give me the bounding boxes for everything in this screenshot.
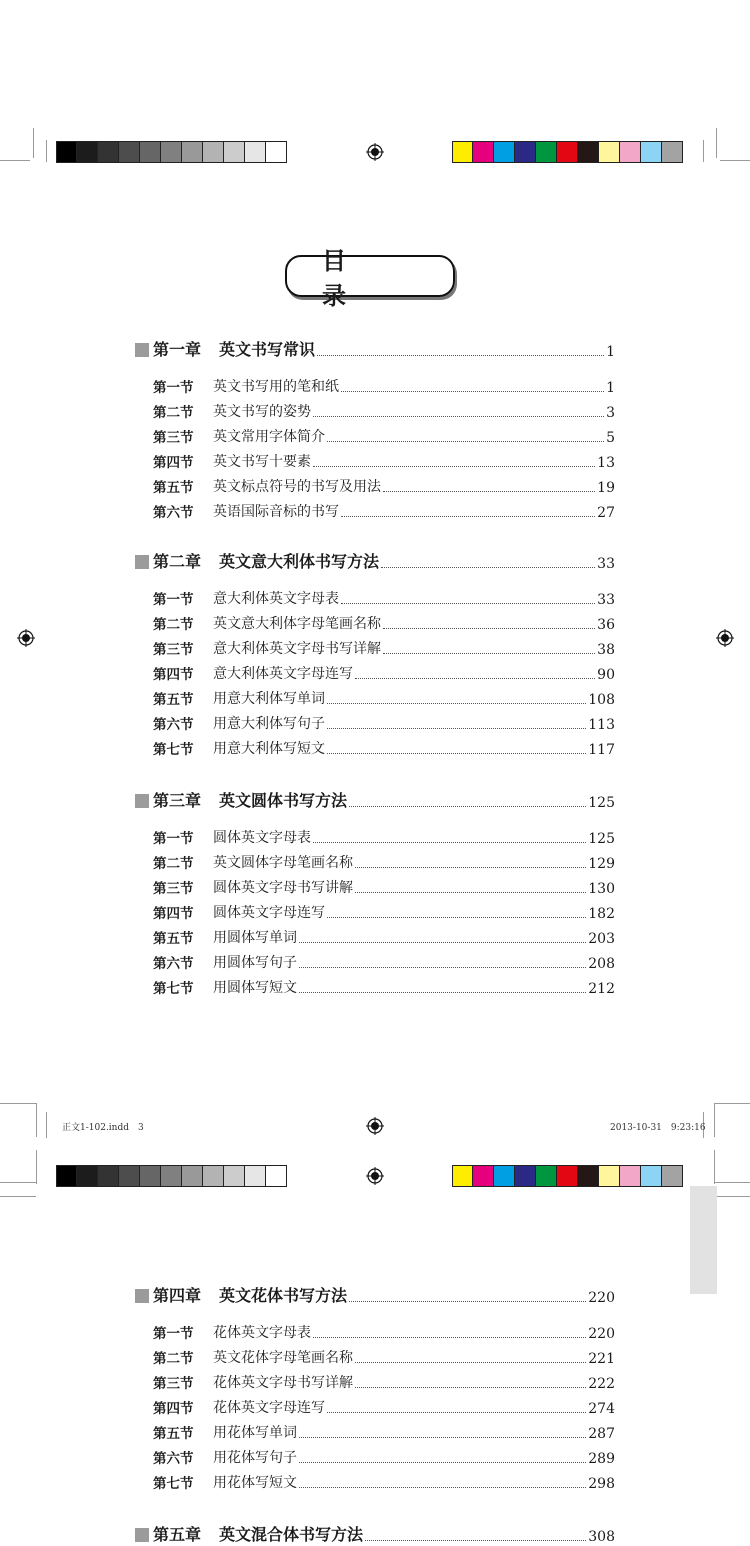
leader-dots: [327, 728, 586, 729]
page-number: 129: [588, 856, 615, 872]
toc-section-entry[interactable]: [153, 638, 615, 658]
toc-section-entry[interactable]: [153, 852, 615, 872]
leader-dots: [355, 892, 586, 893]
section-title: 用意大利体写句子: [213, 716, 325, 732]
color-swatch: [452, 1165, 473, 1187]
color-swatch: [182, 1165, 203, 1187]
page-number: 33: [597, 556, 615, 572]
page-number: 1: [606, 344, 615, 360]
page-number: 13: [597, 455, 615, 471]
page-title: 目 录: [285, 255, 455, 297]
chapter-title: 英文混合体书写方法: [219, 1525, 364, 1544]
crop-mark: [36, 1103, 37, 1137]
toc-section-entry[interactable]: [153, 376, 615, 396]
chapter-marker-icon: [135, 1289, 149, 1303]
toc-chapter-entry[interactable]: [135, 789, 615, 811]
section-title: 用花体写句子: [213, 1450, 297, 1466]
toc-section-entry[interactable]: [153, 1447, 615, 1467]
toc-section-entry[interactable]: [153, 588, 615, 608]
color-swatch: [641, 1165, 662, 1187]
page-number: 38: [597, 642, 615, 658]
section-title: 用圆体写句子: [213, 955, 297, 971]
section-title: 英文书写的姿势: [213, 404, 311, 420]
color-swatch: [203, 1165, 224, 1187]
toc-section-entry[interactable]: [153, 451, 615, 471]
page-number: 33: [597, 592, 615, 608]
leader-dots: [383, 491, 595, 492]
toc-section-entry[interactable]: [153, 713, 615, 733]
chapter-number: 第三章: [153, 791, 202, 810]
page-number: 220: [588, 1290, 615, 1306]
color-swatch: [620, 1165, 641, 1187]
crop-mark: [714, 1103, 715, 1137]
leader-dots: [355, 1362, 586, 1363]
toc-section-entry[interactable]: [153, 1347, 615, 1367]
toc-section-entry[interactable]: [153, 902, 615, 922]
chapter-number: 第一章: [153, 340, 202, 359]
leader-dots: [327, 917, 586, 918]
section-title: 花体英文字母连写: [213, 1400, 325, 1416]
leader-dots: [349, 1301, 586, 1302]
section-number: 第六节: [153, 1451, 194, 1467]
page-number: 298: [588, 1476, 615, 1492]
toc-chapter-entry[interactable]: [135, 550, 615, 572]
section-title: 英文圆体字母笔画名称: [213, 855, 353, 871]
section-number: 第四节: [153, 455, 194, 471]
page-number: 221: [588, 1351, 615, 1367]
crop-mark: [0, 1196, 36, 1197]
leader-dots: [299, 967, 586, 968]
leader-dots: [327, 441, 604, 442]
leader-dots: [327, 1412, 586, 1413]
section-number: 第三节: [153, 430, 194, 446]
leader-dots: [327, 703, 586, 704]
leader-dots: [313, 466, 595, 467]
leader-dots: [355, 1387, 586, 1388]
chapter-title: 英文书写常识: [219, 340, 316, 359]
leader-dots: [299, 1487, 586, 1488]
color-swatch: [266, 1165, 287, 1187]
chapter-title: 英文花体书写方法: [219, 1286, 348, 1305]
crop-mark: [714, 1182, 750, 1183]
color-swatch: [536, 1165, 557, 1187]
section-number: 第二节: [153, 405, 194, 421]
section-title: 圆体英文字母表: [213, 830, 311, 846]
page-number: 90: [597, 667, 615, 683]
color-swatch: [473, 1165, 494, 1187]
section-number: 第四节: [153, 1401, 194, 1417]
crop-mark: [714, 1103, 750, 1104]
page-number: 182: [588, 906, 615, 922]
section-title: 意大利体英文字母书写详解: [213, 641, 381, 657]
page-number: 36: [597, 617, 615, 633]
chapter-marker-icon: [135, 1528, 149, 1542]
toc-section-entry[interactable]: [153, 927, 615, 947]
leader-dots: [299, 1462, 586, 1463]
leader-dots: [327, 753, 586, 754]
leader-dots: [317, 355, 604, 356]
toc-section-entry[interactable]: [153, 1472, 615, 1492]
crop-mark: [36, 1150, 37, 1184]
page-number: 203: [588, 931, 615, 947]
slug-datetime: 2013-10-31 9:23:16: [610, 1123, 706, 1133]
toc-section-entry[interactable]: [153, 476, 615, 496]
toc-section-entry[interactable]: [153, 1372, 615, 1392]
crop-mark: [0, 1182, 36, 1183]
page-number: 274: [588, 1401, 615, 1417]
section-number: 第三节: [153, 1376, 194, 1392]
section-number: 第一节: [153, 1326, 194, 1342]
crop-mark: [0, 1103, 36, 1104]
toc-section-entry[interactable]: [153, 877, 615, 897]
color-swatch: [578, 1165, 599, 1187]
section-number: 第一节: [153, 592, 194, 608]
chapter-title: 英文圆体书写方法: [219, 791, 348, 810]
color-swatch: [557, 1165, 578, 1187]
leader-dots: [349, 806, 586, 807]
chapter-marker-icon: [135, 555, 149, 569]
page-number: 1: [606, 380, 615, 396]
section-title: 圆体英文字母书写讲解: [213, 880, 353, 896]
section-number: 第六节: [153, 956, 194, 972]
color-swatch: [119, 1165, 140, 1187]
leader-dots: [383, 628, 595, 629]
page-number: 19: [597, 480, 615, 496]
slug-file-info: 正文1-102.indd 3: [62, 1123, 144, 1133]
toc-chapter-entry[interactable]: [135, 1523, 615, 1545]
section-number: 第四节: [153, 667, 194, 683]
section-title: 用意大利体写单词: [213, 691, 325, 707]
leader-dots: [299, 1437, 586, 1438]
page-number: 222: [588, 1376, 615, 1392]
section-title: 英文常用字体简介: [213, 429, 325, 445]
leader-dots: [383, 653, 595, 654]
section-title: 英文书写用的笔和纸: [213, 379, 339, 395]
toc-section-entry[interactable]: [153, 426, 615, 446]
color-swatch: [662, 1165, 683, 1187]
section-title: 花体英文字母书写详解: [213, 1375, 353, 1391]
section-title: 圆体英文字母连写: [213, 905, 325, 921]
chapter-title: 英文意大利体书写方法: [219, 552, 380, 571]
toc-section-entry[interactable]: [153, 663, 615, 683]
section-number: 第五节: [153, 931, 194, 947]
toc-chapter-entry[interactable]: [135, 1284, 615, 1306]
toc-section-entry[interactable]: [153, 1397, 615, 1417]
leader-dots: [365, 1540, 586, 1541]
page-number: 220: [588, 1326, 615, 1342]
page-number: 117: [588, 742, 615, 758]
page-number: 287: [588, 1426, 615, 1442]
page-number: 130: [588, 881, 615, 897]
toc-section-entry[interactable]: [153, 688, 615, 708]
toc-section-entry[interactable]: [153, 1422, 615, 1442]
toc-chapter-entry[interactable]: [135, 338, 615, 360]
toc-section-entry[interactable]: [153, 401, 615, 421]
toc-section-entry[interactable]: [153, 738, 615, 758]
page-number: 308: [588, 1529, 615, 1545]
section-number: 第七节: [153, 981, 194, 997]
section-title: 用意大利体写短文: [213, 741, 325, 757]
section-number: 第六节: [153, 505, 194, 521]
color-bar: [452, 1165, 683, 1187]
section-number: 第一节: [153, 831, 194, 847]
leader-dots: [313, 416, 604, 417]
section-title: 用圆体写短文: [213, 980, 297, 996]
section-title: 用圆体写单词: [213, 930, 297, 946]
toc-section-entry[interactable]: [153, 827, 615, 847]
section-title: 花体英文字母表: [213, 1325, 311, 1341]
section-title: 用花体写单词: [213, 1425, 297, 1441]
page-number: 5: [606, 430, 615, 446]
color-swatch: [515, 1165, 536, 1187]
section-title: 意大利体英文字母表: [213, 591, 339, 607]
color-swatch: [161, 1165, 182, 1187]
color-swatch: [77, 1165, 98, 1187]
color-swatch: [494, 1165, 515, 1187]
leader-dots: [355, 678, 595, 679]
crop-mark: [46, 1112, 47, 1138]
page-number: 108: [588, 692, 615, 708]
toc-section-entry[interactable]: [153, 977, 615, 997]
section-number: 第四节: [153, 906, 194, 922]
section-number: 第二节: [153, 856, 194, 872]
color-swatch: [98, 1165, 119, 1187]
leader-dots: [341, 603, 595, 604]
chapter-number: 第四章: [153, 1286, 202, 1305]
section-title: 用花体写短文: [213, 1475, 297, 1491]
crop-mark: [714, 1150, 715, 1184]
section-number: 第五节: [153, 1426, 194, 1442]
section-title: 英文标点符号的书写及用法: [213, 479, 381, 495]
section-title: 意大利体英文字母连写: [213, 666, 353, 682]
color-swatch: [56, 1165, 77, 1187]
leader-dots: [381, 567, 595, 568]
leader-dots: [299, 992, 586, 993]
chapter-number: 第二章: [153, 552, 202, 571]
toc-section-entry[interactable]: [153, 613, 615, 633]
color-swatch: [245, 1165, 266, 1187]
chapter-marker-icon: [135, 343, 149, 357]
section-number: 第三节: [153, 642, 194, 658]
section-number: 第三节: [153, 881, 194, 897]
section-number: 第六节: [153, 717, 194, 733]
section-number: 第五节: [153, 692, 194, 708]
toc-section-entry[interactable]: [153, 501, 615, 521]
leader-dots: [341, 391, 604, 392]
page-number: 125: [588, 795, 615, 811]
page-number: 3: [606, 405, 615, 421]
page-number: 208: [588, 956, 615, 972]
color-swatch: [140, 1165, 161, 1187]
section-title: 英文意大利体字母笔画名称: [213, 616, 381, 632]
section-number: 第二节: [153, 1351, 194, 1367]
page-number: 125: [588, 831, 615, 847]
grayscale-bar: [56, 1165, 287, 1187]
leader-dots: [299, 942, 586, 943]
section-title: 英语国际音标的书写: [213, 504, 339, 520]
section-title: 英文书写十要素: [213, 454, 311, 470]
chapter-marker-icon: [135, 794, 149, 808]
leader-dots: [313, 1337, 586, 1338]
leader-dots: [341, 516, 595, 517]
section-number: 第五节: [153, 480, 194, 496]
section-title: 英文花体字母笔画名称: [213, 1350, 353, 1366]
page-number: 113: [588, 717, 615, 733]
section-number: 第七节: [153, 742, 194, 758]
toc-section-entry[interactable]: [153, 952, 615, 972]
color-swatch: [224, 1165, 245, 1187]
page-number: 212: [588, 981, 615, 997]
leader-dots: [313, 842, 586, 843]
leader-dots: [355, 867, 586, 868]
section-number: 第二节: [153, 617, 194, 633]
chapter-number: 第五章: [153, 1525, 202, 1544]
page-number: 27: [597, 505, 615, 521]
section-number: 第七节: [153, 1476, 194, 1492]
toc-section-entry[interactable]: [153, 1322, 615, 1342]
section-number: 第一节: [153, 380, 194, 396]
color-swatch: [599, 1165, 620, 1187]
page-number: 289: [588, 1451, 615, 1467]
thumb-tab: [690, 1186, 717, 1294]
crop-mark: [714, 1196, 750, 1197]
